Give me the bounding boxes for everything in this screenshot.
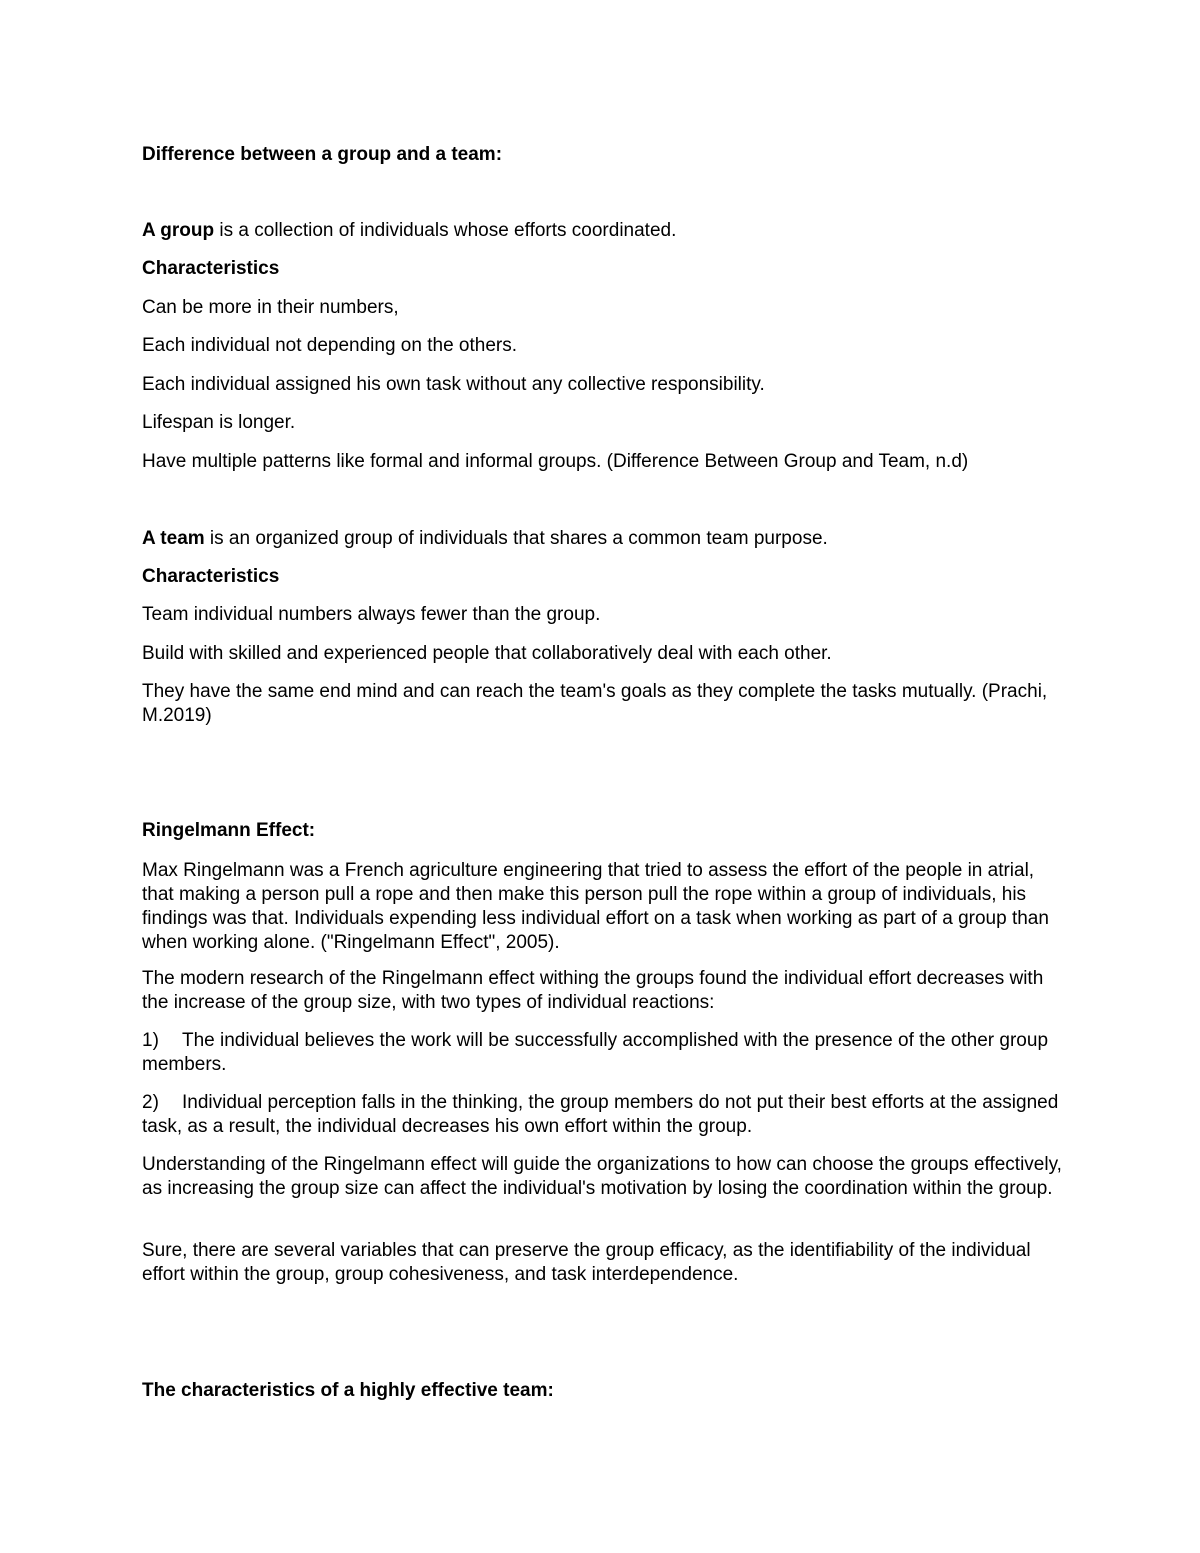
team-characteristic-item: Build with skilled and experienced people that collaboratively deal with each other.: [142, 643, 832, 664]
team-characteristics-heading: Characteristics: [142, 566, 280, 587]
ringelmann-paragraph: The modern research of the Ringelmann effect withing the groups found the individual effort decreases with the increase of the group size, with two types of individual reactions:: [142, 968, 1044, 1013]
group-characteristic-item: Lifespan is longer.: [142, 412, 296, 433]
team-characteristic-item: They have the same end mind and can reach the team's goals as they complete the tasks mutually. (Prachi, M.2019): [142, 681, 1048, 726]
numbered-item-number: 1): [142, 1030, 159, 1051]
group-characteristics-heading: Characteristics: [142, 258, 280, 279]
section-heading-effective-team: The characteristics of a highly effective team:: [142, 1380, 554, 1401]
numbered-item-text: Individual perception falls in the thinking, the group members do not put their best efforts at the assigned task, as a result, the individual decreases his own effort within the group.: [142, 1092, 1059, 1137]
team-term: A team: [142, 528, 205, 549]
numbered-item-text: The individual believes the work will be successfully accomplished with the presence of the other group members.: [142, 1030, 1049, 1075]
group-characteristic-item: Each individual assigned his own task without any collective responsibility.: [142, 374, 765, 395]
group-characteristic-item: Each individual not depending on the others.: [142, 335, 517, 356]
numbered-item-number: 2): [142, 1092, 159, 1113]
section-heading-groups-vs-teams: Difference between a group and a team:: [142, 144, 503, 165]
numbered-item: [142, 1029, 1062, 1077]
group-term: A group: [142, 220, 215, 241]
team-characteristic-item: Team individual numbers always fewer than the group.: [142, 604, 601, 625]
group-definition: [142, 219, 1072, 243]
numbered-item: [142, 1091, 1062, 1139]
ringelmann-paragraph: Max Ringelmann was a French agriculture engineering that tried to assess the effort of the people in atrial, that making a person pull a rope and then make this person pull the rope within a group of individuals, his findings was that. Individuals expending less individual effort on a task when working as part of a group than when working alone. ("Ringelmann Effect", 2005).: [142, 860, 1049, 953]
team-definition: [142, 527, 1072, 551]
ringelmann-closing-paragraph: Sure, there are several variables that can preserve the group efficacy, as the identifiability of the individual effort within the group, group cohesiveness, and task interdependence.: [142, 1240, 1031, 1285]
team-definition-text: is an organized group of individuals that shares a common team purpose.: [204, 528, 828, 549]
group-characteristic-item: Have multiple patterns like formal and informal groups. (Difference Between Group and Team, n.d): [142, 451, 969, 472]
group-characteristic-item: Can be more in their numbers,: [142, 297, 399, 318]
group-definition-text: is a collection of individuals whose efforts coordinated.: [214, 220, 677, 241]
ringelmann-closing-paragraph: Understanding of the Ringelmann effect will guide the organizations to how can choose the groups effectively, as increasing the group size can affect the individual's motivation by losing the coordination within the group.: [142, 1154, 1062, 1199]
section-heading-ringelmann: Ringelmann Effect:: [142, 820, 316, 841]
